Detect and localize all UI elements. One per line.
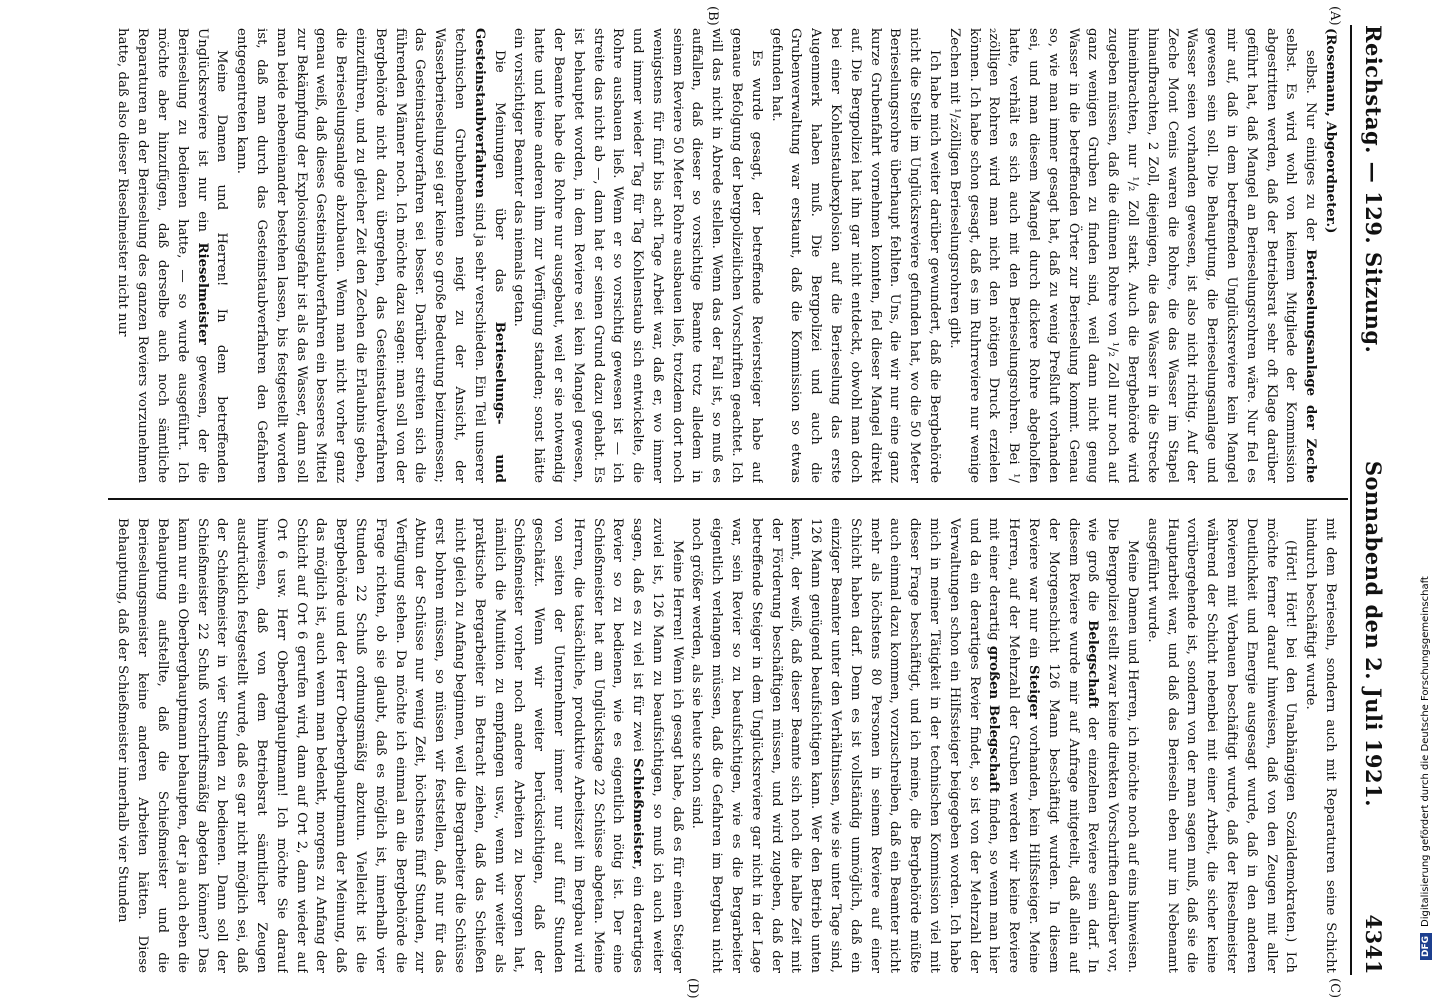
- bold-term: Steiger: [1026, 664, 1042, 719]
- left-column: [110, 28, 1340, 483]
- footer-text-line: [1412, 0, 1434, 960]
- rotated-page: [100, 0, 1400, 1000]
- bold-term: Berieselungsanlage der Zeche: [1303, 249, 1319, 483]
- footer-text: Digitalisierung gefördert durch die Deutsche Forschungsgemeinschaft: [1420, 576, 1431, 927]
- text-run: , ein derartiges Revier so zu bedienen, wie es eigentlich nötig ist. Der eine Schießmeister hat am Unglückstage 22 Schüsse abgetan. Meine Herren, die tatsächliche, produktive Arbeitszeit im Bergbau wird von seiten der Unternehmer immer nur auf fünf Stunden geschätzt. Wenn wir weiter berücksichtigen, daß der Schießmeister vorher noch andere Arbeiten zu besorgen hat, nämlich die Munition zu empfangen usw., wenn wir weiter als praktische Bergarbeiter in Betracht ziehen, daß das Schießen nicht gleich zu Anfang beginnen, weil die Bergarbeiter die Schüsse erst bohren müssen, so müssen wir feststellen, daß nur für das Abtun der Schüsse nur wenig Zeit, höchstens fünf Stunden, zur Verfügung stehen. Da möchte ich einmal an die Bergbehörde die Frage richten, ob sie glaubt, daß es möglich ist, innerhalb vier Stunden 22 Schuß ordnungsmäßig abzutun. Vielleicht ist die Bergbehörde und der Herr Oberberghauptmann der Meinung, daß das möglich ist, auch wenn man bedenkt, morgens zu Anfang der Schicht auf Ort 6 gerufen wird, dann auf Ort 2, dann wieder auf Ort 6 usw. Herr Oberberghauptmann! Ich möchte Sie darauf hinweisen, daß von dem Betriebsrat sämtlicher Zeugen ausdrücklich festgestellt wurde, daß es gar nicht möglich sei, daß der Schießmeister in vier Stunden zu bedienen. Dann soll der Schießmeister 22 Schuß vorschriftsmäßig abgetan können? Das kann nur ein Oberberghauptmann behaupten, der ja auch eben die Behauptung aufstellte, daß die Schießmeister und die Berieselungsmeister keine anderen Arbeiten hätten. Diese Behauptung, daß der Schießmeister innerhalb vier Stunden: [115, 518, 646, 973]
- speaker-name: (Rosemann, Abgeordneter.): [1323, 28, 1338, 234]
- header-rule: [1350, 25, 1352, 975]
- text-run: finden, so wenn man hier und da ein derartiges Revier findet, so ist von der Mehrzahl der Verwaltungen schon ein Hilfssteiger beigegeben worden. Ich habe mich in meiner Tätigkeit in der technischen Kommission viel mit dieser Frage beschäftigt, und ich meine, die Bergbehörde müßte auch einmal dazu kommen, vorzuschreiben, daß ein Beamter nicht mehr als höchstens 80 Personen in seinem Reviere auf einer Schicht haben darf. Denn es ist vollständig unmöglich, daß ein einziger Beamter unter den Verhältnissen, wie sie unter Tage sind, 126 Mann genügend beaufsichtigen kann. Wer den Betrieb unten kennt, der weiß, daß dieser Beamte sich noch die halbe Zeit mit der Förderung beschäftigen müssen, und wird zugeben, daß der betreffende Steiger in dem Unglücksreviere gar nicht in der Lage war, sein Revier so zu beaufsichtigen, wie es die Bergarbeiter eigentlich verlangen müssen, daß die Gefahren im Bergbau nicht noch größer werden, als sie heute schon sind.: [689, 518, 1002, 973]
- text-run: vorhanden, kein Hilfssteiger. Meine Herren, auf der Mehrzahl der Gruben werden wir keine Reviere mit einer derartig: [986, 518, 1042, 973]
- page-number: 4341: [1361, 914, 1387, 975]
- text-run: Meine Damen und Herren, ich möchte noch auf eins hinweisen. Die Bergpolizei stellt zwar keine direkten Vorschriften darüber vor, wie groß die: [1085, 518, 1141, 973]
- bold-term: Rieselmeister: [194, 242, 210, 345]
- margin-marker-d: (D): [685, 978, 700, 999]
- margin-marker-a: (A): [1327, 6, 1342, 26]
- text-run: Meine Herren! Wenn ich gesagt habe, daß es für einen Steiger zuviel ist, 126 Mann zu beaufsichtigen, so muß ich auch weiter sagen, daß es zu viel ist für zwei: [630, 518, 685, 973]
- text-run: der einzelnen Reviere sein darf. In diesem Reviere wurde mir auf Anfrage mitgeteilt, daß allein auf der Morgenschicht 126 Mann beschäftigt wurden. In diesem Reviere war nur ein: [1026, 518, 1101, 973]
- right-column: [110, 518, 1340, 973]
- speaker-line: [1320, 28, 1340, 483]
- text-run: sind ja sehr verschieden. Ein Teil unserer technischen Grubenbeamten neigt zu der Ansicht, der Wasserberieselung sei gar keine so große Bedeutung beizumessen; das Gesteinstaubverfahren sei besser. Darüber streiten sich die führenden Männer noch. Ich möchte dazu sagen: man soll von der Bergbehörde nicht dazu übergehen, das Gesteinstaubverfahren einzuführen, und zu gleicher Zeit den Zechen die Erlaubnis geben, die Berieselungsanlage abzubauen. Wenn man nicht vorher ganz genau weiß, daß dieses Gesteinstaubverfahren ein besseres Mittel zur Bekämpfung der Explosionsgefahr ist als das Wasser, dann soll man beide nebeneinander bestehen lassen, bis festgestellt worden ist, daß man durch das Gesteinstaubverfahren den Gefahren entgegentreten kann.: [234, 28, 487, 483]
- margin-marker-b: (B): [705, 6, 720, 26]
- text-run: Die Meinungen über das: [491, 50, 507, 322]
- paragraph: [113, 28, 232, 483]
- margin-marker-c: (C): [1327, 978, 1342, 999]
- text-run: gewesen, der die Berieselung zu bedienen hatte, — so wurde ausgeführt. Ich möchte aber hinzufügen, daß derselbe auch noch sämtliche Reparaturen an der Berieselung des ganzen Reviers vorzunehmen hatte, daß also dieser Rieselmeister nicht nur: [115, 28, 210, 483]
- paragraph: (Hört! Hört! bei den Unabhängigen Sozialdemokraten.) Ich möchte ferner darauf hinweisen, daß von den Zeugen mit aller Deutlichkeit und Energie ausgesagt wurde, daß in den anderen Revieren mit Verbauen beschäftigt wurde, daß der Rieselmeister während der Schicht nebenbei mit einer Arbeit, die sicher keine vorübergehende ist, sondern von der man sagen muß, daß sie die Hauptarbeit war, und daß das Berieseln eben nur im Nebenamt ausgeführt wurde.: [1144, 518, 1299, 973]
- bold-term: Belegschaft: [1085, 620, 1101, 709]
- text-run: selbst. Nur einiges zu der: [1303, 50, 1319, 250]
- dfg-logo-icon: DFG: [1420, 933, 1432, 960]
- header-left: Reichstag. — 129. Sitzung.: [1361, 25, 1387, 354]
- text-run: selbst. Es wird wohl von keinem Mitgliede der Kommission abgestritten werden, daß der Betriebsrat sehr oft Klage darüber geführt hat, daß Mangel an Berieselungsrohren wäre. Nur fiel es mir auf, daß in dem betreffenden Unglücksreviere kein Mangel gewesen sein soll. Die Behauptung, die Berieselungsanlage und Wasser seien vorhanden gewesen, ist also nicht richtig. Auf der Zeche Mont Cenis waren die Rohre, die das Wasser im Stapel hinaufbrachten, 2 Zoll, diejenigen, die das Wasser in die Strecke hineinbrachten, nur ¹/₂ Zoll stark. Auch die Bergbehörde wird zugeben müssen, daß die dünnen Rohre von ¹/₂ Zoll nur noch auf ganz wenigen Gruben zu finden sind, weil dann nicht genug Wasser in die betreffenden Örter zur Berieselung kommt. Genau so, wie man immer gesagt hat, daß zu wenig Preßluft vorhanden sei, und man diesem Mangel durch dickere Rohre abgeholfen hatte, verhält es sich auch mit den Berieselungsrohren. Bei ¹/₂zölligen Rohren wird man nicht den nötigen Druck erzielen können. Ich habe schon gesagt, daß es im Ruhrreviere nur wenige Zechen mit ¹/₂zölligen Berieselungsrohren gibt.: [946, 28, 1299, 483]
- text-run: Meine Damen und Herren! In dem betreffenden Unglücksreviere ist nur ein: [194, 28, 230, 483]
- paragraph: Es wurde gesagt, der betreffende Reviersteiger habe auf genaue Befolgung der bergpolizeilichen Vorschriften geachtet. Ich will das nicht in Abrede stellen. Wenn das der Fall ist, so muß es auffallen, daß dieser so vorsichtige Beamte trotz alledem in seinem Reviere 50 Meter Rohre ausbauen ließ, trotzdem dort noch wenigstens für fünf bis acht Tage Arbeit war, daß er, wo immer und immer wieder Tag für Tag Kohlenstaub sich entwickelte, die Rohre ausbauen ließ. Wenn er so vorsichtig gewesen ist — ich streite das nicht ab —, dann hat er seinen Grund dazu gehabt. Es ist behauptet worden, in dem Reviere sei kein Mangel gewesen, der Beamte habe die Rohre nur ausgebaut, weil er sie notwendig hatte und keine anderen ihm zur Verfügung standen; sonst hätte ein vorsichtiger Beamter das niemals getan.: [511, 28, 764, 483]
- column-divider: [108, 498, 1348, 500]
- paragraph: mit dem Berieseln, sondern auch mit Reparaturen seine Schicht hindurch beschäftigt wurde.: [1303, 518, 1338, 973]
- paragraph: [944, 28, 1320, 483]
- paragraph: Ich habe mich weiter darüber gewundert, daß die Bergbehörde nicht die Stelle im Unglücksreviere gefunden hat, wo die 50 Meter Berieselungsrohre überhaupt fehlten. Uns, die wir nur eine ganz kurze Grubenfahrt vornehmen konnten, fiel dieser Mangel direkt auf. Die Bergpolizei hat ihn gar nicht entdeckt, obwohl man doch bei einer Kohlenstaubexplosion auf die Berieselung das erste Augenmerk haben muß. Die Bergpolizei und auch die Grubenverwaltung war erstaunt, daß die Kommission so etwas gefunden hat.: [768, 28, 943, 483]
- paragraph: [687, 518, 1142, 973]
- header-right: Sonnabend den 2. Juli 1921.: [1361, 460, 1387, 808]
- bold-term: großen Belegschaft: [986, 645, 1002, 794]
- digitization-footer: [1406, 0, 1434, 1000]
- page-header: [1354, 25, 1394, 975]
- bold-term: Schießmeister: [630, 758, 646, 866]
- paragraph: [113, 518, 687, 973]
- bold-term: Berieselungs- und Gesteinstaubverfahren: [471, 28, 507, 483]
- paragraph: [231, 28, 508, 483]
